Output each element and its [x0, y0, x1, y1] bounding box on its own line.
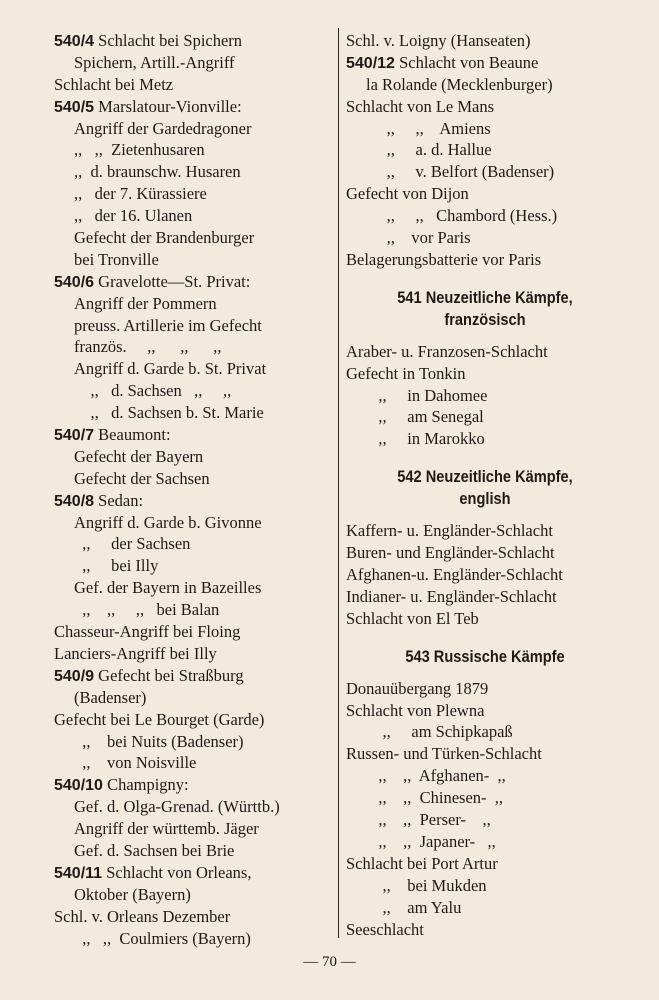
entry-line	[346, 74, 624, 96]
entry-line	[346, 249, 624, 271]
entry-text: ,, der 16. Ulanen	[74, 206, 193, 226]
section-heading-line: 542 Neuzeitliche Kämpfe,	[397, 467, 573, 487]
entry-text: Marslatour-Vionville:	[94, 96, 242, 116]
entry-line	[54, 533, 334, 555]
entry-line	[54, 227, 334, 249]
left-column	[54, 30, 334, 949]
entry-line	[346, 96, 624, 118]
entry-text: bei Tronville	[74, 249, 159, 269]
entry-text: Angriff d. Garde b. Givonne	[74, 512, 262, 532]
catalog-number: 540/6	[54, 273, 95, 291]
entry-text: Angriff der württemb. Jäger	[74, 819, 259, 839]
entry-text: Belagerungsbatterie vor Paris	[346, 249, 542, 269]
entry-text: Angriff der Pommern	[74, 293, 217, 313]
catalog-number: 540/9	[54, 667, 95, 685]
entry-line	[346, 564, 624, 586]
entry-line	[54, 74, 334, 96]
entry-line	[346, 875, 624, 897]
entry-line	[54, 293, 334, 315]
entry-line	[346, 385, 624, 407]
entry-text: ,, ,, Japaner- ,,	[366, 831, 496, 851]
entry-line	[54, 118, 334, 140]
entry-line	[54, 249, 334, 271]
entry-line	[54, 643, 334, 665]
entry-text: Buren- und Engländer-Schlacht	[346, 543, 555, 563]
entry-text: Gefecht von Dijon	[346, 184, 469, 204]
entry-line	[54, 358, 334, 380]
entry-line	[54, 906, 334, 928]
catalog-number: 540/4	[54, 33, 95, 50]
entry-text: Beaumont:	[94, 425, 171, 445]
entry-line	[346, 919, 624, 941]
entry-line	[346, 897, 624, 919]
catalog-number: 540/12	[346, 54, 395, 72]
entry-line	[346, 809, 624, 831]
entry-text: Araber- u. Franzosen-Schlacht	[346, 341, 548, 361]
entry-text: Gefecht bei Straßburg	[94, 665, 244, 685]
section-heading-line: 543 Russische Kämpfe	[405, 646, 565, 666]
entry-text: Kaffern- u. Engländer-Schlacht	[346, 521, 553, 541]
entry-line	[54, 52, 334, 74]
catalog-entry	[346, 52, 624, 74]
entry-text: Schlacht bei Metz	[54, 74, 174, 94]
entry-text: ,, ,, Zietenhusaren	[74, 140, 205, 160]
entry-text: ,, d. Sachsen ,, ,,	[74, 381, 232, 401]
entry-text: ,, ,, Perser- ,,	[366, 810, 491, 830]
entry-text: ,, bei Mukden	[366, 875, 487, 895]
entry-text: ,, bei Illy	[74, 556, 159, 576]
entry-line	[346, 428, 624, 450]
entry-line	[346, 139, 624, 161]
entry-text: Gefecht bei Le Bourget (Garde)	[54, 709, 265, 729]
entry-text: Angriff der Gardedragoner	[74, 118, 252, 138]
entry-line	[54, 796, 334, 818]
entry-text: Schlacht von Le Mans	[346, 96, 495, 116]
entry-text: Schl. v. Orleans Dezember	[54, 906, 231, 926]
catalog-number: 540/5	[54, 98, 95, 116]
entry-text: Schlacht bei Spichern	[94, 31, 243, 50]
entry-line	[346, 227, 624, 249]
entry-text: Angriff d. Garde b. St. Privat	[74, 359, 267, 379]
catalog-entry	[54, 271, 334, 293]
entry-line	[54, 731, 334, 753]
catalog-entry	[54, 665, 334, 687]
entry-text: Schlacht bei Port Artur	[346, 853, 498, 873]
entry-text: ,, am Senegal	[366, 407, 484, 427]
entry-line	[54, 183, 334, 205]
entry-line	[346, 765, 624, 787]
entry-line	[54, 468, 334, 490]
catalog-entry	[54, 424, 334, 446]
catalog-entry	[54, 862, 334, 884]
entry-text: Indianer- u. Engländer-Schlacht	[346, 586, 557, 606]
entry-text: ,, bei Nuits (Badenser)	[74, 731, 244, 751]
entry-line	[54, 336, 334, 358]
entry-text: la Rolande (Mecklenburger)	[366, 74, 553, 94]
entry-text: ,, der Sachsen	[74, 534, 191, 554]
catalog-number: 540/10	[54, 777, 103, 795]
entry-line	[54, 687, 334, 709]
entry-text: Oktober (Bayern)	[74, 884, 191, 904]
entry-line	[346, 520, 624, 542]
entry-text: ,, d. braunschw. Husaren	[74, 162, 241, 182]
section-heading	[346, 646, 624, 668]
entry-text: ,, ,, Chinesen- ,,	[366, 788, 504, 808]
entry-line	[346, 542, 624, 564]
entry-line	[54, 577, 334, 599]
entry-text: Sedan:	[94, 490, 144, 510]
section-heading	[346, 466, 624, 510]
entry-text: ,, v. Belfort (Badenser)	[366, 162, 555, 182]
section-heading-line: 541 Neuzeitliche Kämpfe,	[397, 287, 573, 307]
entry-line	[346, 406, 624, 428]
entry-text: Schlacht von El Teb	[346, 608, 479, 628]
entry-text: Spichern, Artill.-Angriff	[74, 52, 235, 72]
entry-line	[346, 678, 624, 700]
entry-text: ,, ,, Afghanen- ,,	[366, 766, 506, 786]
entry-text: preuss. Artillerie im Gefecht	[74, 315, 262, 335]
entry-text: ,, am Schipkapaß	[366, 722, 513, 742]
entry-text: ,, in Marokko	[366, 429, 485, 449]
entry-line	[54, 512, 334, 534]
entry-text: ,, am Yalu	[366, 897, 462, 917]
entry-line	[54, 884, 334, 906]
entry-line	[346, 608, 624, 630]
entry-text: ,, vor Paris	[366, 228, 471, 248]
entry-line	[54, 599, 334, 621]
entry-text: Gefecht in Tonkin	[346, 363, 466, 383]
entry-line	[346, 161, 624, 183]
entry-text: Russen- und Türken-Schlacht	[346, 744, 542, 764]
entry-line	[346, 831, 624, 853]
entry-text: Schlacht von Orleans,	[102, 862, 252, 882]
entry-line	[346, 341, 624, 363]
entry-text: Lanciers-Angriff bei Illy	[54, 643, 217, 663]
entry-text: ,, von Noisville	[74, 753, 197, 773]
entry-line	[54, 840, 334, 862]
entry-text: ,, ,, ,, bei Balan	[74, 600, 220, 620]
entry-line	[346, 700, 624, 722]
catalog-number: 540/8	[54, 492, 95, 510]
catalog-entry	[54, 490, 334, 512]
catalog-entry	[54, 774, 334, 796]
entry-line	[346, 363, 624, 385]
entry-line	[346, 721, 624, 743]
entry-text: Champigny:	[102, 775, 189, 795]
entry-text: ,, der 7. Kürassiere	[74, 184, 207, 204]
entry-line	[54, 621, 334, 643]
entry-line	[346, 853, 624, 875]
entry-text: ,, ,, Amiens	[366, 118, 491, 138]
entry-line	[346, 30, 624, 52]
entry-text: Schlacht von Plewna	[346, 700, 485, 720]
column-divider	[338, 28, 339, 938]
entry-text: ,, ,, Coulmiers (Bayern)	[74, 928, 251, 948]
entry-text: Gefecht der Sachsen	[74, 468, 210, 488]
entry-text: Gef. der Bayern in Bazeilles	[74, 578, 262, 598]
entry-text: französ. ,, ,, ,,	[74, 337, 222, 357]
entry-text: Gef. d. Olga-Grenad. (Württb.)	[74, 797, 280, 817]
entry-text: Gefecht der Brandenburger	[74, 228, 255, 248]
entry-line	[54, 205, 334, 227]
section-heading	[346, 287, 624, 331]
entry-line	[54, 139, 334, 161]
entry-text: ,, d. Sachsen b. St. Marie	[74, 403, 264, 423]
entry-text: Donauübergang 1879	[346, 678, 489, 698]
entry-text: ,, in Dahomee	[366, 385, 488, 405]
section-heading-line: französisch	[444, 309, 526, 329]
entry-line	[54, 161, 334, 183]
entry-text: Gravelotte—St. Privat:	[94, 271, 251, 291]
entry-line	[54, 709, 334, 731]
entry-line	[54, 555, 334, 577]
entry-line	[346, 118, 624, 140]
entry-text: Seeschlacht	[346, 919, 424, 939]
entry-text: Gef. d. Sachsen bei Brie	[74, 840, 235, 860]
entry-line	[54, 818, 334, 840]
entry-text: Schl. v. Loigny (Hanseaten)	[346, 31, 531, 50]
entry-line	[346, 205, 624, 227]
entry-line	[54, 402, 334, 424]
entry-line	[54, 928, 334, 950]
entry-text: Gefecht der Bayern	[74, 446, 204, 466]
section-heading-line: english	[459, 489, 511, 509]
entry-line	[346, 183, 624, 205]
entry-line	[54, 446, 334, 468]
entry-text: (Badenser)	[74, 687, 147, 707]
entry-text: Afghanen-u. Engländer-Schlacht	[346, 565, 563, 585]
entry-text: Chasseur-Angriff bei Floing	[54, 622, 241, 642]
entry-line	[54, 380, 334, 402]
entry-text: Schlacht von Beaune	[394, 52, 539, 72]
entry-line	[346, 743, 624, 765]
catalog-number: 540/7	[54, 427, 95, 445]
entry-text: ,, a. d. Hallue	[366, 140, 492, 160]
catalog-entry	[54, 96, 334, 118]
entry-text: ,, ,, Chambord (Hess.)	[366, 206, 558, 226]
catalog-number: 540/11	[54, 864, 103, 882]
right-column	[346, 30, 624, 940]
entry-line	[346, 586, 624, 608]
page-number: — 70 —	[303, 954, 356, 970]
catalog-entry	[54, 30, 334, 52]
entry-line	[346, 787, 624, 809]
entry-line	[54, 315, 334, 337]
entry-line	[54, 752, 334, 774]
